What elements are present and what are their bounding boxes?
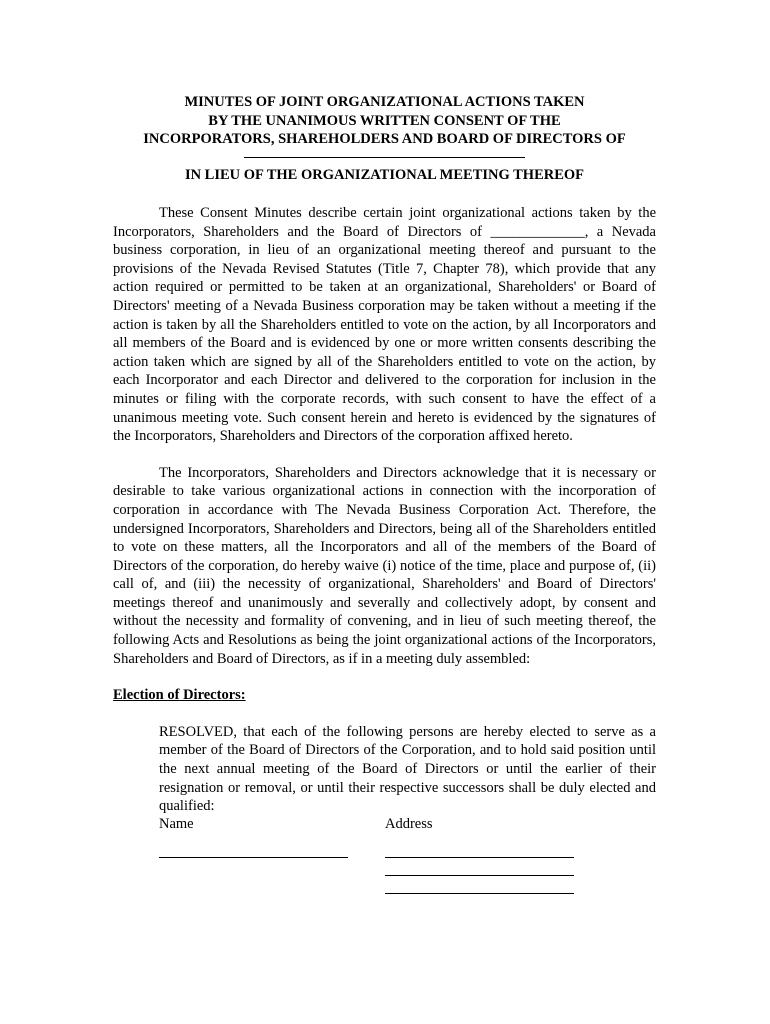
consent-paragraph: These Consent Minutes describe certain joint organizational actions taken by the Incorporators, Shareholders and the Board of Directors of _____________, a Nevada business corporation, in lieu of an organizational meeting thereof and pursuant to the provisions of the Nevada Revised Statutes (Title 7, Chapter 78), which provide that any action required or permitted to be taken at an organizational, Shareholders' or Board of Directors' meeting of a Nevada Business corporation may be taken without a meeting if the action is taken by all the Shareholders entitled to vote on the action, by all Incorporators and all members of the Board and is evidenced by one or more written consents describing the action taken which are signed by all of the Shareholders entitled to vote on the action, by each Incorporator and each Director and delivered to the corporation for inclusion in the minutes or filing with the corporate records, with such consent to have the effect of a unanimous meeting vote. Such consent herein and hereto is evidenced by the signatures of the Incorporators, Shareholders and Directors of the corporation affixed hereto. — [113, 205, 656, 445]
column-header-address: Address — [385, 815, 433, 832]
address-blank-line-3 — [385, 893, 574, 894]
resolution-paragraph: RESOLVED, that each of the following persons are hereby elected to serve as a member of the Board of Directors of the Corporation, and to hold said position until the next annual meeting of the Board of Directors or until the earlier of their resignation or removal, or until their respective successors shall be duly elected and qualified: — [159, 723, 656, 815]
corporation-name-blank — [244, 157, 525, 158]
director-entry-lines — [159, 835, 656, 905]
document-page — [113, 93, 656, 905]
address-blank-line-1 — [385, 857, 574, 858]
title-line-2: BY THE UNANIMOUS WRITTEN CONSENT OF THE — [208, 112, 561, 129]
director-columns — [159, 816, 656, 835]
document-title — [113, 93, 656, 149]
acknowledgement-paragraph: The Incorporators, Shareholders and Directors acknowledge that it is necessary or desirable to take various organizational actions in connection with the incorporation of corporation in accordance with The Nevada Business Corporation Act. Therefore, the undersigned Incorporators, Shareholders and Directors, being all of the Shareholders entitled to vote on these matters, all the Incorporators and all of the members of the Board of Directors of the corporation, do hereby waive (i) notice of the time, place and purpose of, (ii) call of, and (iii) the necessity of organizational, Shareholders' and Board of Directors' meetings thereof and unanimously and severally and collectively adopt, by consent and without the necessity and formality of convening, and in lieu of such meeting thereof, the following Acts and Resolutions as being the joint organizational actions of the Incorporators, Shareholders and Board of Directors, as if in a meeting duly assembled: — [113, 464, 656, 667]
address-blank-line-2 — [385, 875, 574, 876]
name-blank-line — [159, 857, 348, 858]
column-header-name: Name — [159, 815, 194, 832]
section-heading-election: Election of Directors: — [113, 687, 246, 704]
title-line-3: INCORPORATORS, SHAREHOLDERS AND BOARD OF DIRECTORS OF — [143, 131, 626, 147]
document-subtitle: IN LIEU OF THE ORGANIZATIONAL MEETING THEREOF — [184, 166, 585, 183]
title-line-1: MINUTES OF JOINT ORGANIZATIONAL ACTIONS TAKEN — [184, 94, 585, 110]
